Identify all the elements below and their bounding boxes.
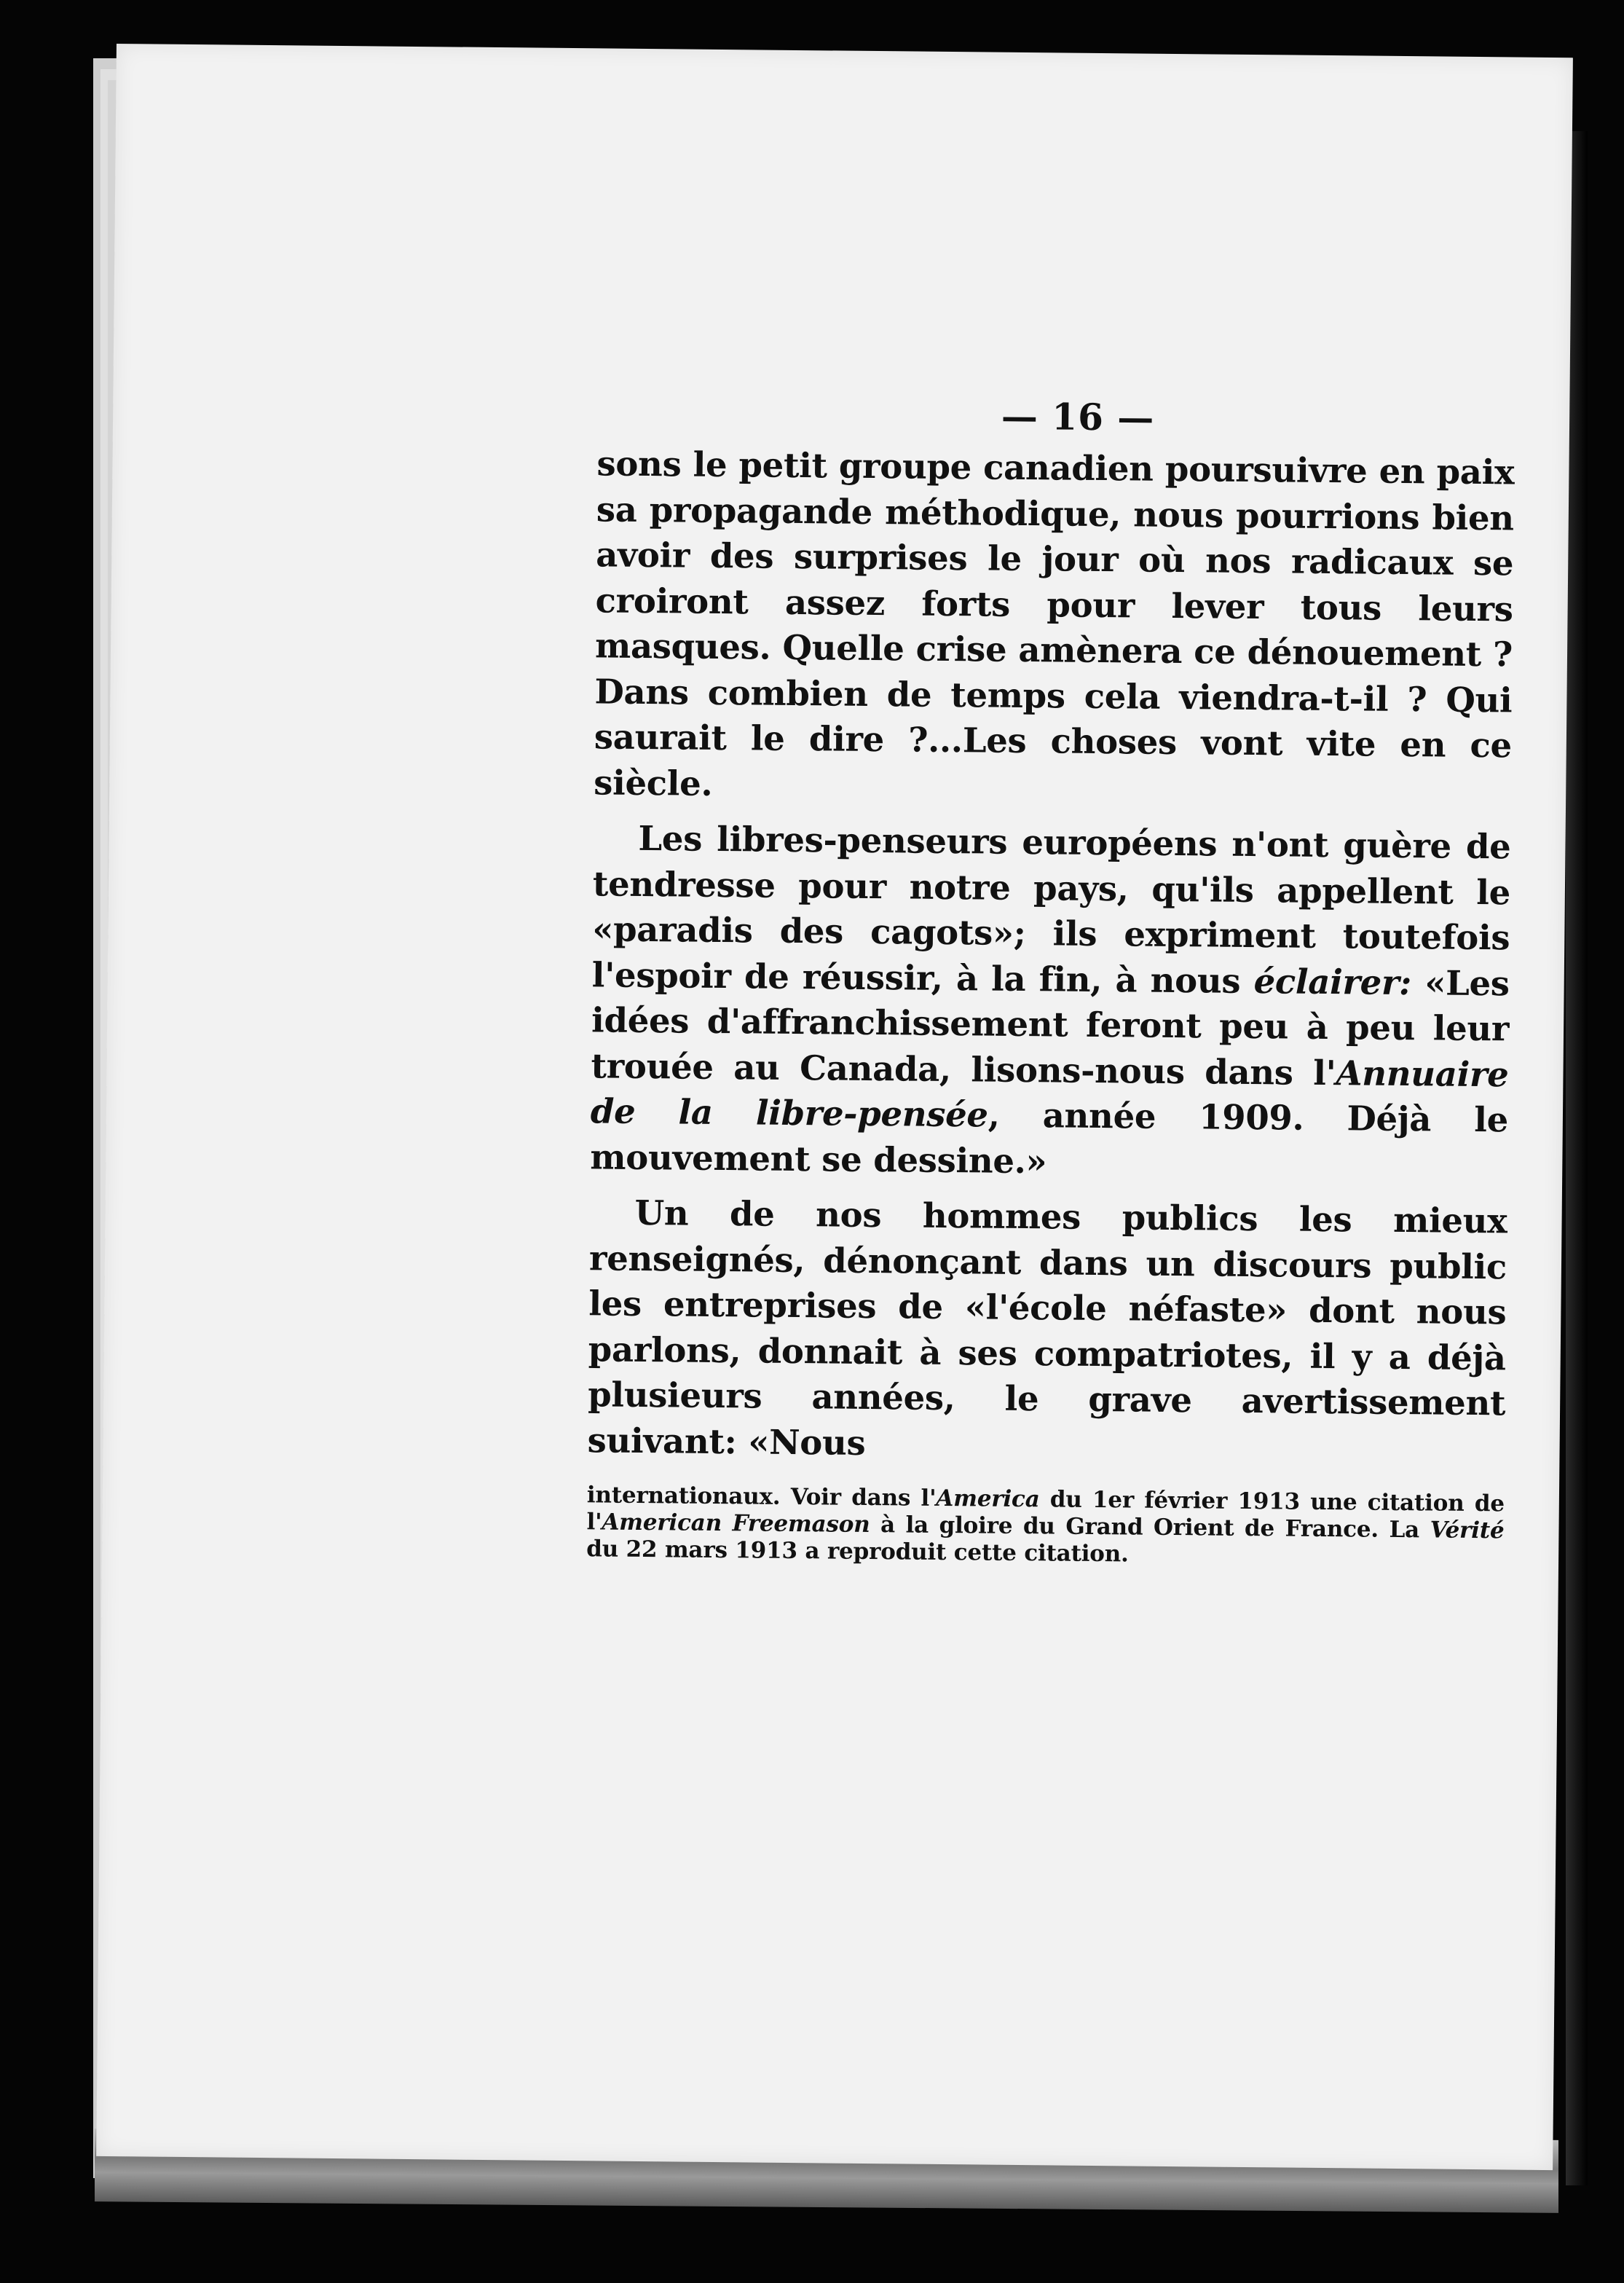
text-segment: sons le petit groupe canadien poursuivre en paix sa propagande méthodique, nous pourrions bien avoir des surprises le jour où nos radicaux se croiront assez forts pour lever tous leurs masques. Quelle crise amènera ce dénouement ? Dans combien de temps cela viendra-t-il ? Qui saurait le dire ?...Les choses vont vite en ce siècle. xyxy=(594,443,1515,803)
footnote xyxy=(586,1482,1505,1571)
footnote-segment: internationaux. Voir dans l' xyxy=(586,1482,937,1512)
italic-text-segment: Annuaire de la libre-pensée xyxy=(590,1052,1509,1135)
page-content xyxy=(586,390,1515,1571)
paragraph-3 xyxy=(587,1190,1507,1471)
book-page xyxy=(96,44,1573,2170)
footnote-italic-segment: Vérité xyxy=(1430,1517,1505,1544)
footnote-segment: du 1er février 1913 une citation de l' xyxy=(586,1486,1505,1536)
italic-text-segment: éclairer: xyxy=(1253,960,1412,1002)
footnote-italic-segment: America xyxy=(936,1485,1040,1513)
text-segment: «Les idées d'affranchissement feront peu à peu leur trouée au Canada, lisons-nous dans l' xyxy=(591,962,1510,1093)
footnote-italic-segment: American Freemason xyxy=(602,1509,870,1539)
text-segment: , année 1909. Déjà le mouvement se dessine.» xyxy=(590,1094,1509,1181)
page-number: — 16 — xyxy=(1001,394,1155,439)
footnote-segment: du 22 mars 1913 a reproduit cette citation. xyxy=(586,1536,1129,1568)
text-segment: Les libres-penseurs européens n'ont guère de tendresse pour notre pays, qu'ils appellent le «paradis des cagots»; ils expriment toutefois l'espoir de réussir, à la fin, à nous xyxy=(591,817,1511,1001)
paragraph-1 xyxy=(594,441,1515,814)
footnote-segment: à la gloire du Grand Orient de France. La xyxy=(870,1512,1430,1544)
text-segment: Un de nos hommes publics les mieux renseignés, dénonçant dans un discours public les entreprises de «l'école néfaste» dont nous parlons, donnait à ses compatriotes, il y a déjà plusieurs années, le grave avertissement suivant: «Nous xyxy=(587,1192,1507,1463)
paragraph-2 xyxy=(590,815,1511,1188)
